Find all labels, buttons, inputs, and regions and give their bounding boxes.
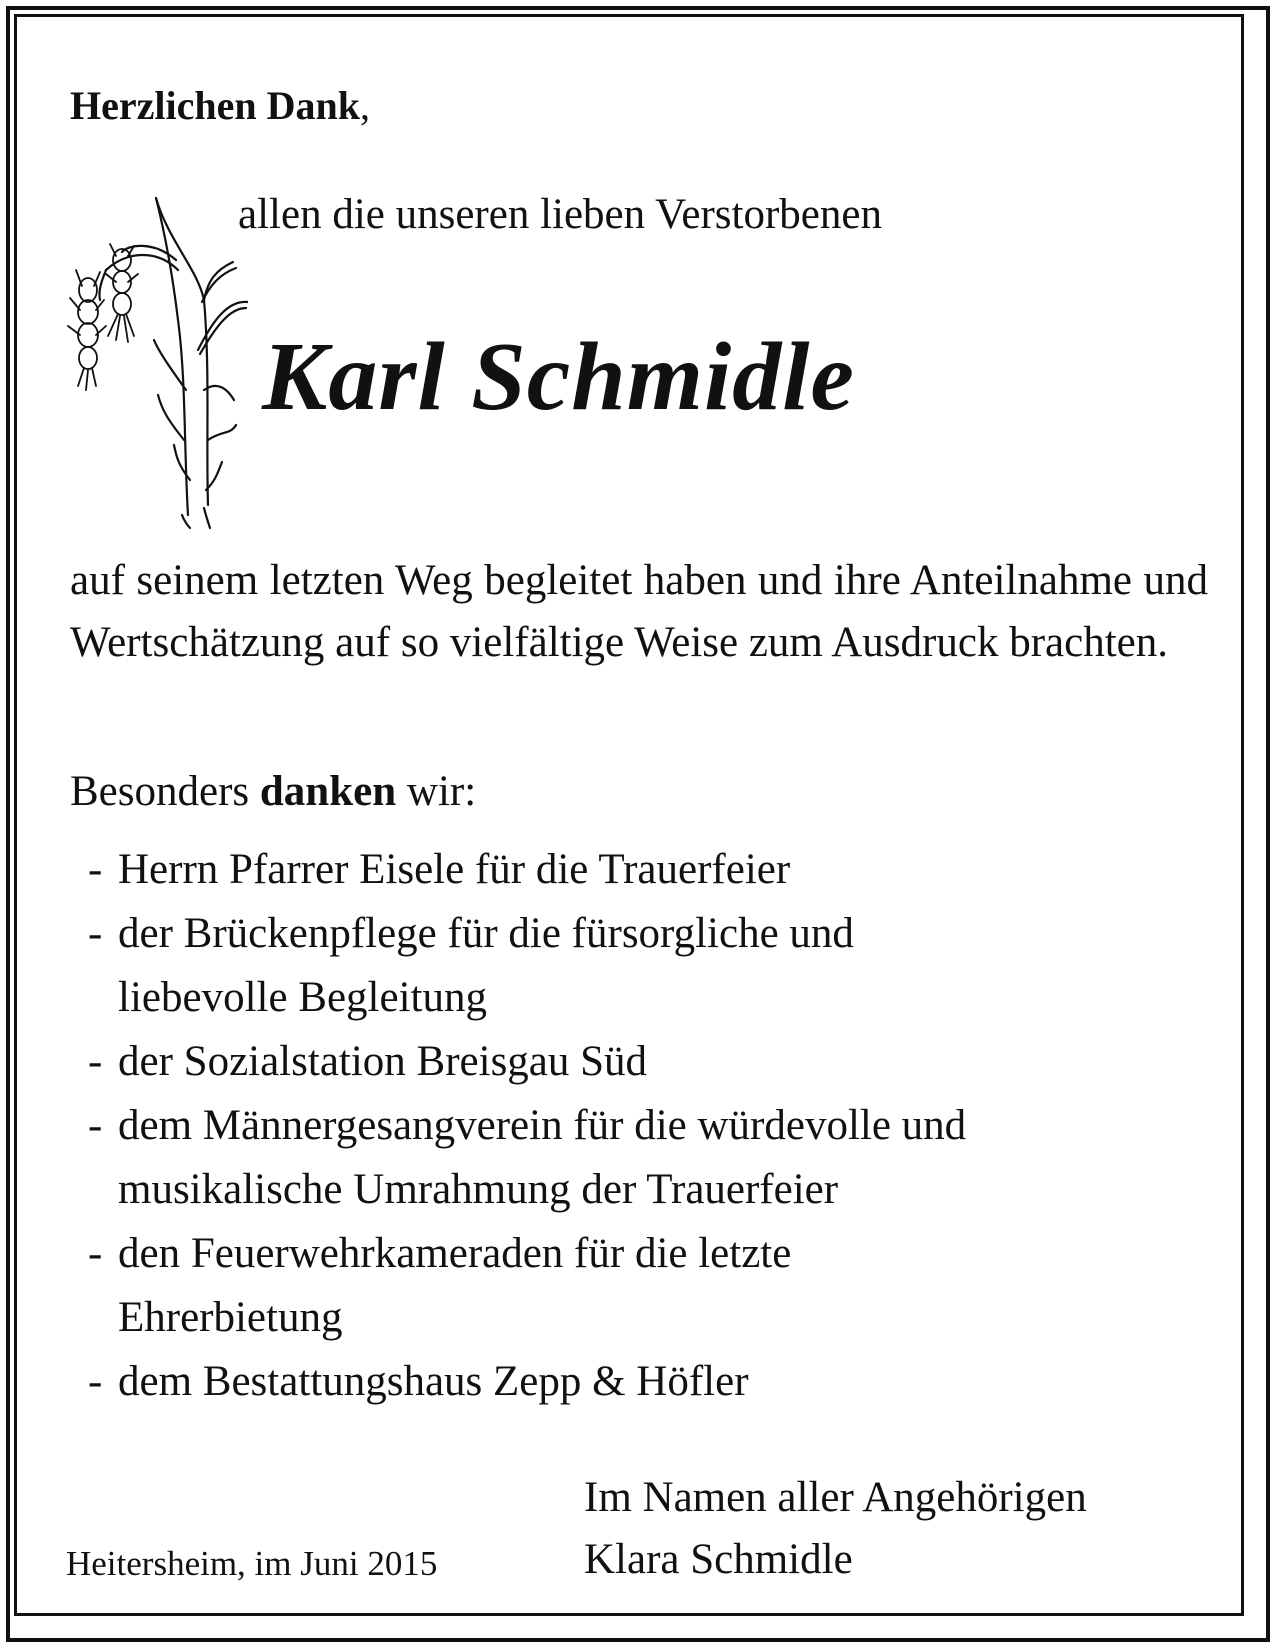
list-item: [88, 1094, 966, 1158]
list-item-text: dem Bestattungshaus Zepp & Höfler: [118, 1358, 749, 1405]
list-item-text: den Feuerwehrkameraden für die letzte: [118, 1230, 792, 1277]
list-item: [88, 1222, 966, 1286]
list-item-text: liebevolle Begleitung: [118, 974, 487, 1021]
signature-name: Klara Schmidle: [584, 1536, 853, 1583]
special-before: Besonders: [70, 768, 260, 815]
special-bold: danken: [259, 768, 397, 815]
special-thanks-intro: [70, 764, 476, 820]
list-dash: -: [88, 1230, 103, 1277]
list-item: [88, 1350, 966, 1414]
list-item-text: Ehrerbietung: [118, 1294, 343, 1341]
main-paragraph: auf seinem letzten Weg begleitet haben und ihre Anteilnahme und Wertschätzung auf so vielfältige Weise zum Ausdruck brachten.: [70, 557, 1208, 666]
list-item-continuation: [88, 1158, 966, 1222]
list-item-text: der Brückenpflege für die fürsorgliche und: [118, 910, 854, 957]
list-item-continuation: [88, 1286, 966, 1350]
list-item-text: der Sozialstation Breisgau Süd: [118, 1038, 648, 1085]
list-item-continuation: [88, 966, 966, 1030]
heading-bold: Herzlichen Dank: [70, 83, 360, 128]
special-after: wir:: [396, 768, 477, 815]
list-dash: -: [88, 1358, 103, 1405]
intro-text: allen die unseren lieben Verstorbenen: [238, 191, 882, 238]
list-dash: -: [88, 1038, 103, 1085]
list-item: [88, 902, 966, 966]
list-item-text: Herrn Pfarrer Eisele für die Trauerfeier: [118, 846, 791, 893]
list-dash: -: [88, 910, 103, 957]
list-dash: -: [88, 846, 103, 893]
signature-line-1: Im Namen aller Angehörigen: [584, 1474, 1087, 1521]
wheat-icon: [58, 190, 248, 535]
deceased-name: Karl Schmidle: [262, 323, 855, 431]
heading-suffix: ,: [359, 83, 370, 128]
thanks-list: [88, 838, 966, 1414]
list-item-text: musikalische Umrahmung der Trauerfeier: [118, 1166, 839, 1213]
place-date: Heitersheim, im Juni 2015: [66, 1544, 438, 1583]
heading: [70, 82, 370, 130]
list-item: [88, 838, 966, 902]
list-dash: -: [88, 1102, 103, 1149]
list-item-text: dem Männergesangverein für die würdevolle und: [118, 1102, 967, 1149]
list-item: [88, 1030, 966, 1094]
